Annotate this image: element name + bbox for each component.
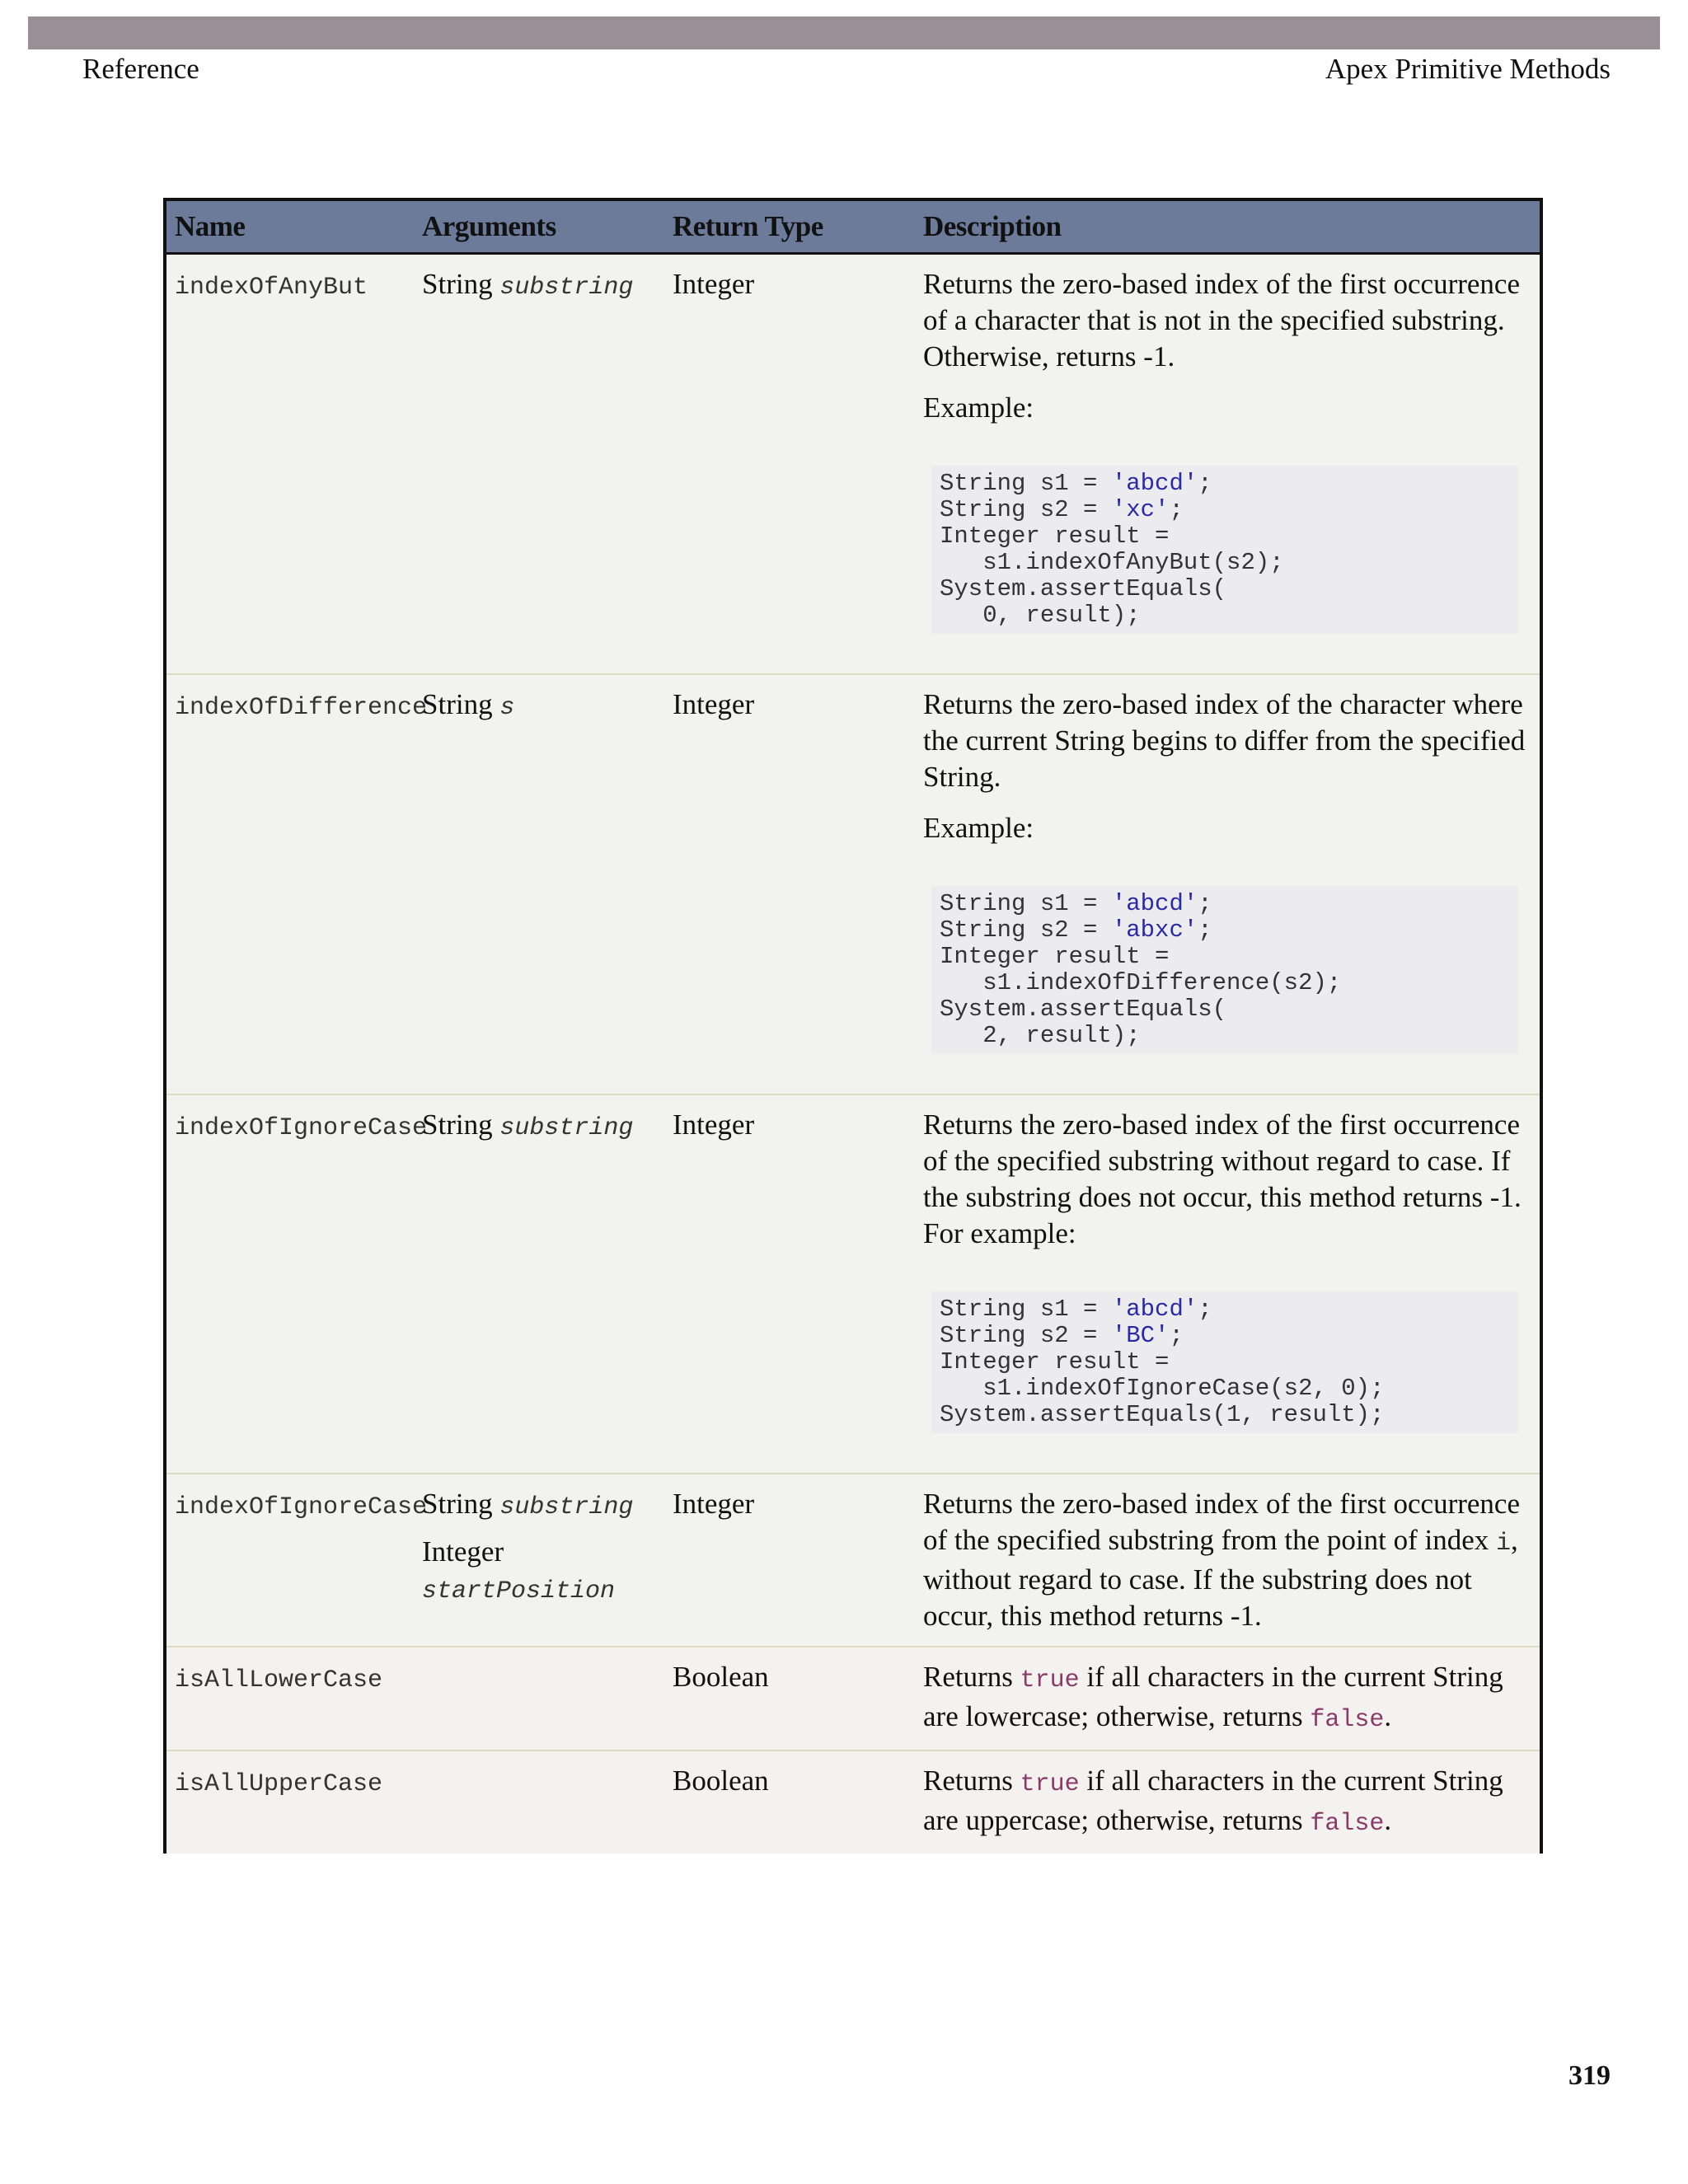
method-name: indexOfAnyBut: [175, 274, 368, 302]
example-label: Example:: [923, 391, 1034, 424]
example-label: Example:: [923, 812, 1034, 844]
table-header-row: [165, 199, 1541, 254]
return-type-cell: Boolean: [664, 1750, 915, 1854]
table-row: [165, 1750, 1541, 1854]
description-cell: [915, 254, 1541, 675]
table-row: [165, 1094, 1541, 1474]
keyword-false: false: [1310, 1810, 1385, 1838]
description-cell: [915, 1094, 1541, 1474]
code-example: String s1 = 'abcd'; String s2 = 'abxc'; Integer result = s1.indexOfDifference(s2); System.assertEquals( 2, result);: [931, 886, 1518, 1054]
method-name-cell: [165, 674, 428, 1094]
col-header-arguments: Arguments: [414, 199, 664, 254]
arg-name: substring: [499, 274, 634, 302]
return-type-cell: Integer: [664, 1474, 915, 1647]
method-name-cell: [165, 1647, 414, 1750]
arguments-cell: [414, 674, 664, 1094]
table-row: [165, 254, 1541, 675]
method-name-cell: [165, 1094, 428, 1474]
header-section-title: Reference: [82, 53, 199, 85]
return-type-cell: Integer: [664, 674, 915, 1094]
method-name: indexOfDifference: [175, 694, 428, 722]
col-header-description: Description: [915, 199, 1541, 254]
method-name: indexOfIgnoreCase: [175, 1493, 428, 1521]
arg-type: String: [422, 268, 493, 300]
methods-table: [163, 198, 1543, 1854]
return-type-cell: Boolean: [664, 1647, 915, 1750]
col-header-name: Name: [165, 199, 414, 254]
arguments-cell: [414, 1750, 664, 1854]
code-example: String s1 = 'abcd'; String s2 = 'BC'; Integer result = s1.indexOfIgnoreCase(s2, 0); System.assertEquals(1, result);: [931, 1291, 1518, 1433]
description-text: Returns the zero-based index of the first occurrence of the specified substring without regard to case. If the substring does not occur, this method returns -1. For example:: [923, 1108, 1522, 1249]
method-name-cell: [165, 1474, 428, 1647]
description-cell: Returns the zero-based index of the first occurrence of the specified substring from the point of index i, without regard to case. If the substring does not occur, this method returns -1.: [915, 1474, 1541, 1647]
arg-type: String: [422, 688, 493, 720]
arguments-cell: [414, 1094, 664, 1474]
return-type-cell: Integer: [664, 1094, 915, 1474]
argument-2: Integer startPosition: [422, 1535, 616, 1605]
keyword-true: true: [1020, 1666, 1080, 1694]
arguments-cell: [414, 1647, 664, 1750]
method-name-cell: [165, 254, 414, 675]
header-chapter-title: Apex Primitive Methods: [1325, 53, 1611, 85]
description-text: Returns the zero-based index of the first occurrence of a character that is not in the specified substring. Otherwise, returns -1.: [923, 268, 1520, 373]
table-row: [165, 674, 1541, 1094]
description-cell: Returns true if all characters in the current String are lowercase; otherwise, returns false.: [915, 1647, 1541, 1750]
return-type-cell: Integer: [664, 254, 915, 675]
code-example: String s1 = 'abcd'; String s2 = 'xc'; Integer result = s1.indexOfAnyBut(s2); System.assertEquals( 0, result);: [931, 466, 1518, 634]
keyword-false: false: [1310, 1706, 1385, 1734]
description-text: Returns the zero-based index of the character where the current String begins to differ from the specified String.: [923, 688, 1526, 793]
table-row: [165, 1647, 1541, 1750]
header-bar: [28, 16, 1660, 49]
method-name: isAllLowerCase: [175, 1666, 383, 1694]
arg-name: s: [499, 694, 515, 722]
table-row: [165, 1474, 1541, 1647]
method-name: indexOfIgnoreCase: [175, 1114, 428, 1142]
method-name-cell: [165, 1750, 414, 1854]
arguments-cell: [414, 254, 664, 675]
keyword-true: true: [1020, 1770, 1080, 1798]
page-number: 319: [1568, 2060, 1611, 2091]
description-cell: Returns true if all characters in the current String are uppercase; otherwise, returns false.: [915, 1750, 1541, 1854]
method-name: isAllUpperCase: [175, 1770, 383, 1798]
arg-name: substring: [499, 1114, 634, 1142]
col-header-return-type: Return Type: [664, 199, 915, 254]
argument-1: String substring: [422, 1488, 634, 1521]
description-cell: [915, 674, 1541, 1094]
arg-type: String: [422, 1108, 493, 1141]
arguments-cell: [414, 1474, 664, 1647]
